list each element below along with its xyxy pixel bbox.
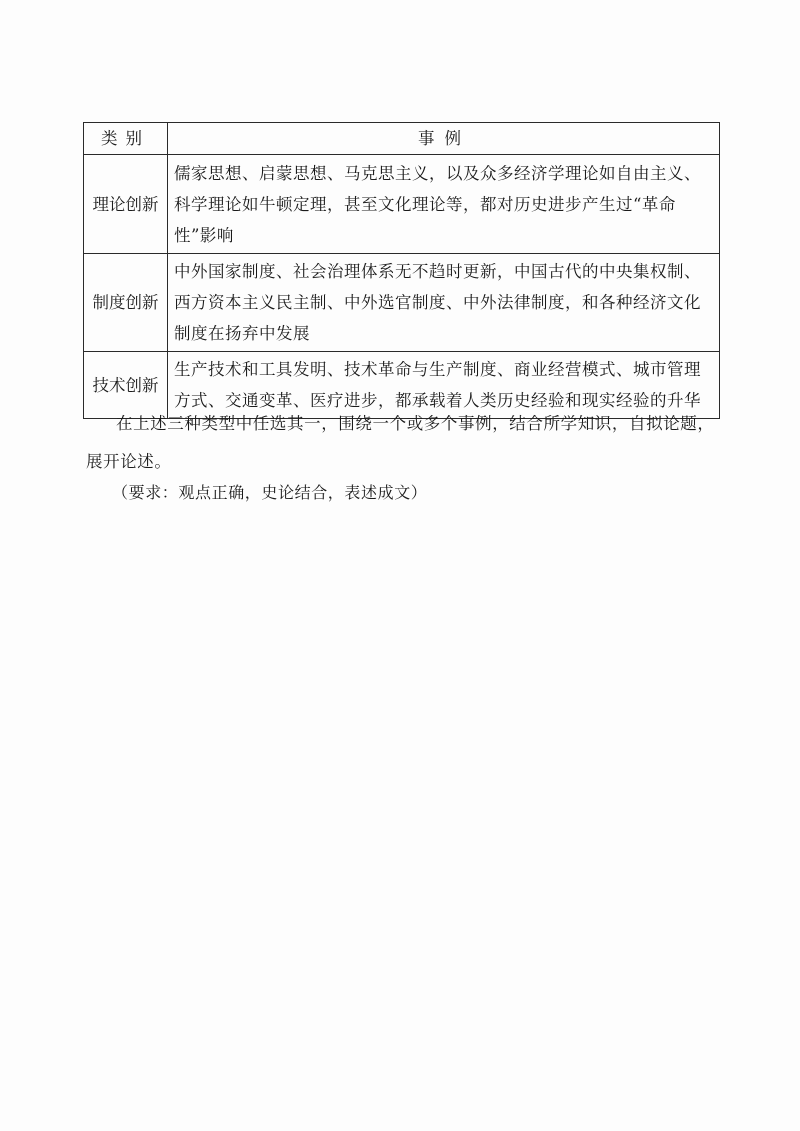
header-examples: 事例 — [168, 123, 720, 155]
row-example — [168, 254, 720, 352]
row-example-text: 生产技术和工具发明、技术革命与生产制度、商业经营模式、城市管理方式、交通变革、医疗进步，都承载着人类历史经验和现实经验的升华 — [174, 360, 701, 410]
row-category: 制度创新 — [84, 254, 168, 352]
question-requirement: （要求：观点正确，史论结合，表述成文） — [112, 483, 428, 502]
examples-table — [83, 122, 720, 419]
row-category: 技术创新 — [84, 352, 168, 419]
row-example — [168, 155, 720, 254]
table-row — [84, 155, 720, 254]
row-example-text: 中外国家制度、社会治理体系无不趋时更新，中国古代的中央集权制、西方资本主义民主制、中外选官制度、中外法律制度，和各种经济文化制度在扬弃中发展 — [174, 262, 701, 343]
table-row — [84, 254, 720, 352]
row-category: 理论创新 — [84, 155, 168, 254]
table-header-row — [84, 123, 720, 155]
row-example-text: 儒家思想、启蒙思想、马克思主义，以及众多经济学理论如自由主义、科学理论如牛顿定理，甚至文化理论等，都对历史进步产生过“革命性”影响 — [174, 163, 701, 245]
question-prompt: 在上述三种类型中任选其一，围绕一个或多个事例，结合所学知识，自拟论题，展开论述。 — [86, 414, 715, 471]
header-category: 类别 — [84, 123, 168, 155]
